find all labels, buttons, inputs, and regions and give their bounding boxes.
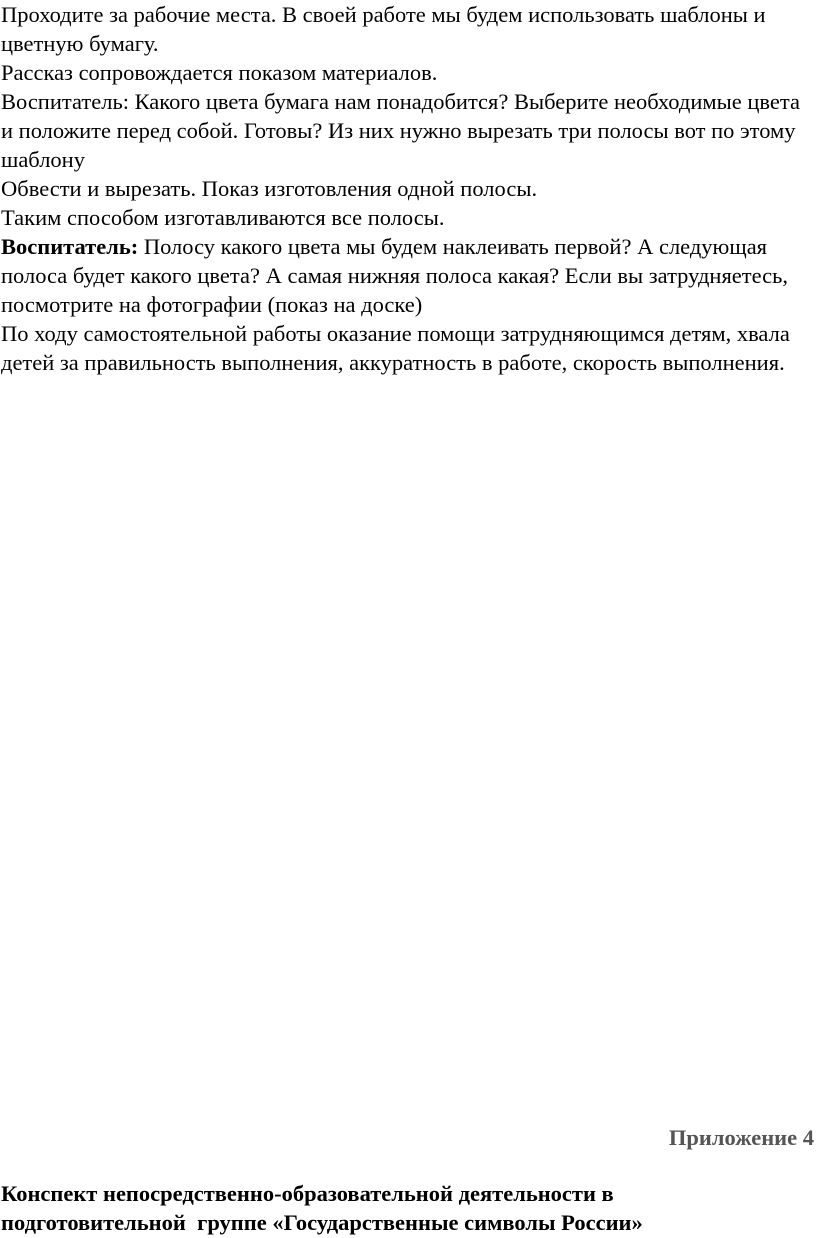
paragraph-teacher-strips <box>1 232 813 319</box>
speaker-label: Воспитатель: <box>1 234 139 259</box>
paragraph-independent-work: По ходу самостоятельной работы оказание помощи затрудняющимся детям, хвала детей за правильность выполнения, аккуратность в работе, скорость выполнения. <box>1 321 790 375</box>
title-line: подготовительной группе «Государственные символы России» <box>1 1210 643 1235</box>
appendix-label: Приложение 4 <box>668 1125 814 1150</box>
document-body <box>1 0 813 377</box>
title-line: Конспект непосредственно-образовательной деятельности в <box>1 1181 614 1206</box>
paragraph-intro: Проходите за рабочие места. В своей работе мы будем использовать шаблоны и цветную бумагу. <box>1 2 766 56</box>
section-title <box>1 1179 813 1237</box>
paragraph-all-strips: Таким способом изготавливаются все полосы. <box>1 205 445 230</box>
paragraph-text: Полосу какого цвета мы будем наклеивать первой? А следующая полоса будет какого цвета? А самая нижняя полоса какая? Если вы затрудняетесь, посмотрите на фотографии (показ на доске) <box>1 234 789 317</box>
paragraph-trace-cut: Обвести и вырезать. Показ изготовления одной полосы. <box>1 176 538 201</box>
paragraph-story: Рассказ сопровождается показом материалов. <box>1 60 438 85</box>
paragraph-teacher-question: Воспитатель: Какого цвета бумага нам понадобится? Выберите необходимые цвета и положите перед собой. Готовы? Из них нужно вырезать три полосы вот по этому шаблону <box>1 89 800 172</box>
